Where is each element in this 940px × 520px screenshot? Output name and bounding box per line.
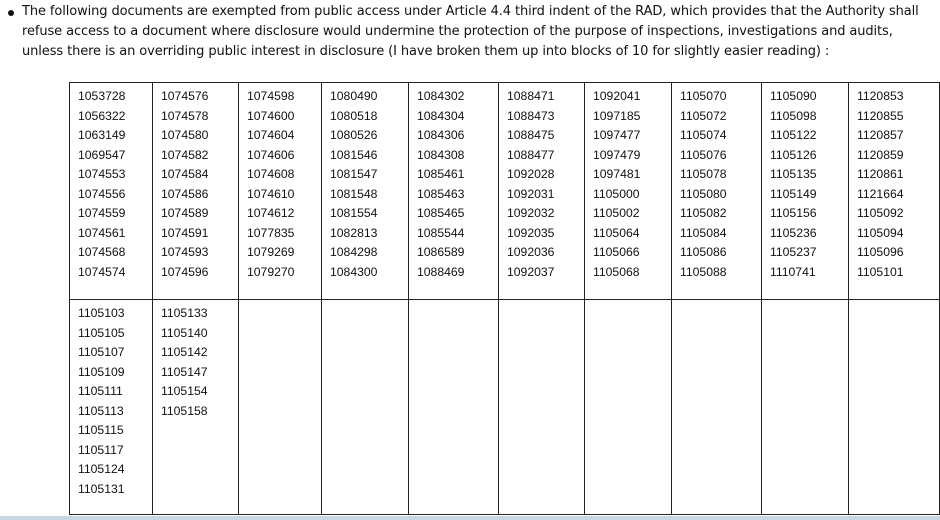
document-number: 1097479 — [593, 147, 641, 162]
document-number: 1074586 — [161, 186, 209, 201]
document-number: 1082813 — [330, 225, 378, 240]
document-number: 1074604 — [247, 128, 295, 142]
document-number: 1088471 — [507, 89, 555, 103]
document-number: 1105111 — [78, 384, 123, 398]
document-number: 1084304 — [417, 108, 465, 123]
document-number: 1105002 — [593, 206, 640, 220]
document-number: 1105086 — [680, 245, 727, 259]
document-number: 1088475 — [507, 128, 555, 142]
document-number: 1105098 — [770, 108, 817, 123]
bottom-divider — [0, 516, 940, 520]
column-cell — [322, 83, 409, 300]
column-cell — [239, 300, 322, 515]
document-number: 1092031 — [507, 186, 555, 201]
document-number: 1069547 — [78, 147, 126, 162]
document-number: 1074591 — [161, 225, 209, 240]
document-number: 1105142 — [161, 345, 208, 359]
document-number: 1081554 — [330, 206, 378, 220]
column-cell — [672, 300, 762, 515]
document-number: 1092036 — [507, 245, 555, 259]
table-row-block-1 — [70, 83, 940, 300]
document-number: 1080490 — [330, 89, 378, 103]
column-cell — [672, 83, 762, 300]
document-number: 1097477 — [593, 128, 641, 142]
document-number: 1074606 — [247, 147, 295, 162]
document-number: 1088473 — [507, 108, 555, 123]
intro-paragraph — [8, 2, 934, 62]
document-number: 1086589 — [417, 245, 465, 259]
document-number: 1105140 — [161, 325, 208, 340]
document-number: 1105072 — [680, 108, 727, 123]
column-cell — [409, 83, 499, 300]
document-number: 1092037 — [507, 264, 555, 279]
document-number: 1053728 — [78, 89, 126, 103]
column-cell — [153, 300, 239, 515]
document-number: 1120857 — [857, 128, 904, 142]
document-number: 1092032 — [507, 206, 555, 220]
document-number: 1074608 — [247, 167, 295, 181]
document-number: 1085463 — [417, 186, 465, 201]
document-number: 1105076 — [680, 147, 727, 162]
document-number: 1097481 — [593, 167, 641, 181]
document-number: 1105082 — [680, 206, 727, 220]
document-number: 1105113 — [78, 403, 124, 418]
document-number: 1074584 — [161, 167, 209, 181]
document-number: 1105131 — [78, 481, 125, 496]
document-number: 1074553 — [78, 167, 126, 181]
document-number: 1105135 — [770, 167, 817, 181]
document-number: 1074610 — [247, 186, 295, 201]
document-number: 1092041 — [593, 89, 641, 103]
document-number: 1081547 — [330, 167, 378, 181]
document-number: 1097185 — [593, 108, 641, 123]
document-number: 1074568 — [78, 245, 126, 259]
document-number: 1092035 — [507, 225, 555, 240]
document-number: 1105126 — [770, 147, 817, 162]
column-cell — [70, 300, 153, 515]
document-number: 1105064 — [593, 225, 640, 240]
document-number: 1085544 — [417, 225, 465, 240]
document-number: 1105096 — [857, 245, 904, 259]
column-cell — [409, 300, 499, 515]
document-number: 1074612 — [247, 206, 295, 220]
column-cell — [849, 83, 940, 300]
document-number: 1084306 — [417, 128, 465, 142]
document-number: 1105117 — [78, 442, 124, 457]
column-cell — [499, 83, 585, 300]
document-number: 1105236 — [770, 225, 817, 240]
document-number: 1074559 — [78, 206, 126, 220]
document-number: 1105107 — [78, 345, 125, 359]
document-number: 1105092 — [857, 206, 904, 220]
document-number: 1077835 — [247, 225, 295, 240]
document-number: 1105070 — [680, 89, 727, 103]
document-number: 1081548 — [330, 186, 378, 201]
document-number: 1074580 — [161, 128, 209, 142]
document-number: 1085461 — [417, 167, 465, 181]
document-number: 1088477 — [507, 147, 555, 162]
column-cell — [499, 300, 585, 515]
document-number: 1105084 — [680, 225, 727, 240]
document-number: 1074561 — [78, 225, 126, 240]
document-number: 1105156 — [770, 206, 817, 220]
document-number-table — [69, 82, 940, 515]
document-number: 1074582 — [161, 147, 209, 162]
document-number: 1079270 — [247, 264, 295, 279]
document-number: 1074596 — [161, 264, 209, 279]
document-number: 1084302 — [417, 89, 465, 103]
document-number: 1105105 — [78, 325, 125, 340]
document-number: 1120853 — [857, 89, 904, 103]
document-number: 1092028 — [507, 167, 555, 181]
column-cell — [849, 300, 940, 515]
column-cell — [239, 83, 322, 300]
document-number: 1063149 — [78, 128, 126, 142]
document-number: 1074574 — [78, 264, 126, 279]
document-number: 1105149 — [770, 186, 817, 201]
document-number: 1081546 — [330, 147, 378, 162]
document-number: 1105124 — [78, 462, 125, 476]
document-number: 1105133 — [161, 306, 208, 320]
document-number: 1105078 — [680, 167, 727, 181]
document-number: 1084300 — [330, 264, 378, 279]
document-number: 1074600 — [247, 108, 295, 123]
document-number: 1105115 — [78, 423, 124, 437]
document-number: 1105122 — [770, 128, 817, 142]
document-number: 1085465 — [417, 206, 465, 220]
column-cell — [585, 83, 672, 300]
document-number: 1105088 — [680, 264, 727, 279]
document-number: 1120859 — [857, 147, 904, 162]
document-number: 1056322 — [78, 108, 126, 123]
document-number: 1105000 — [593, 186, 640, 201]
document-number: 1105074 — [680, 128, 727, 142]
document-number: 1105066 — [593, 245, 640, 259]
column-cell — [762, 300, 849, 515]
document-number: 1105090 — [770, 89, 817, 103]
bullet-icon — [8, 10, 14, 16]
document-number: 1074589 — [161, 206, 209, 220]
document-number: 1088469 — [417, 264, 465, 279]
document-number: 1105094 — [857, 225, 904, 240]
document-number: 1110741 — [770, 264, 816, 279]
column-cell — [153, 83, 239, 300]
document-number: 1079269 — [247, 245, 295, 259]
document-number: 1105147 — [161, 364, 208, 379]
document-number: 1105080 — [680, 186, 727, 201]
document-number: 1074578 — [161, 108, 209, 123]
document-number: 1105101 — [857, 264, 904, 279]
document-number: 1105154 — [161, 384, 208, 398]
document-number: 1105237 — [770, 245, 817, 259]
document-number: 1080518 — [330, 108, 378, 123]
document-number: 1121664 — [857, 186, 904, 201]
document-number: 1080526 — [330, 128, 378, 142]
document-number: 1120861 — [857, 167, 904, 181]
column-cell — [322, 300, 409, 515]
document-number: 1120855 — [857, 108, 904, 123]
document-number: 1105158 — [161, 403, 208, 418]
document-number: 1074593 — [161, 245, 209, 259]
document-number: 1074576 — [161, 89, 209, 103]
document-number: 1105103 — [78, 306, 125, 320]
table-row-block-2 — [70, 300, 940, 515]
intro-text: The following documents are exempted from public access under Article 4.4 third indent of the RAD, which provides that the Authority shall refuse access to a document where disclosure would undermine the protection of the purpose of inspections, investigations and audits, unless there is an overriding public interest in disclosure (I have broken them up into blocks of 10 for slightly easier reading) : — [22, 4, 919, 59]
column-cell — [585, 300, 672, 515]
column-cell — [70, 83, 153, 300]
document-number: 1084298 — [330, 245, 378, 259]
document-number: 1074598 — [247, 89, 295, 103]
column-cell — [762, 83, 849, 300]
document-number: 1105109 — [78, 364, 125, 379]
document-number: 1084308 — [417, 147, 465, 162]
document-number: 1105068 — [593, 264, 640, 279]
document-number: 1074556 — [78, 186, 126, 201]
